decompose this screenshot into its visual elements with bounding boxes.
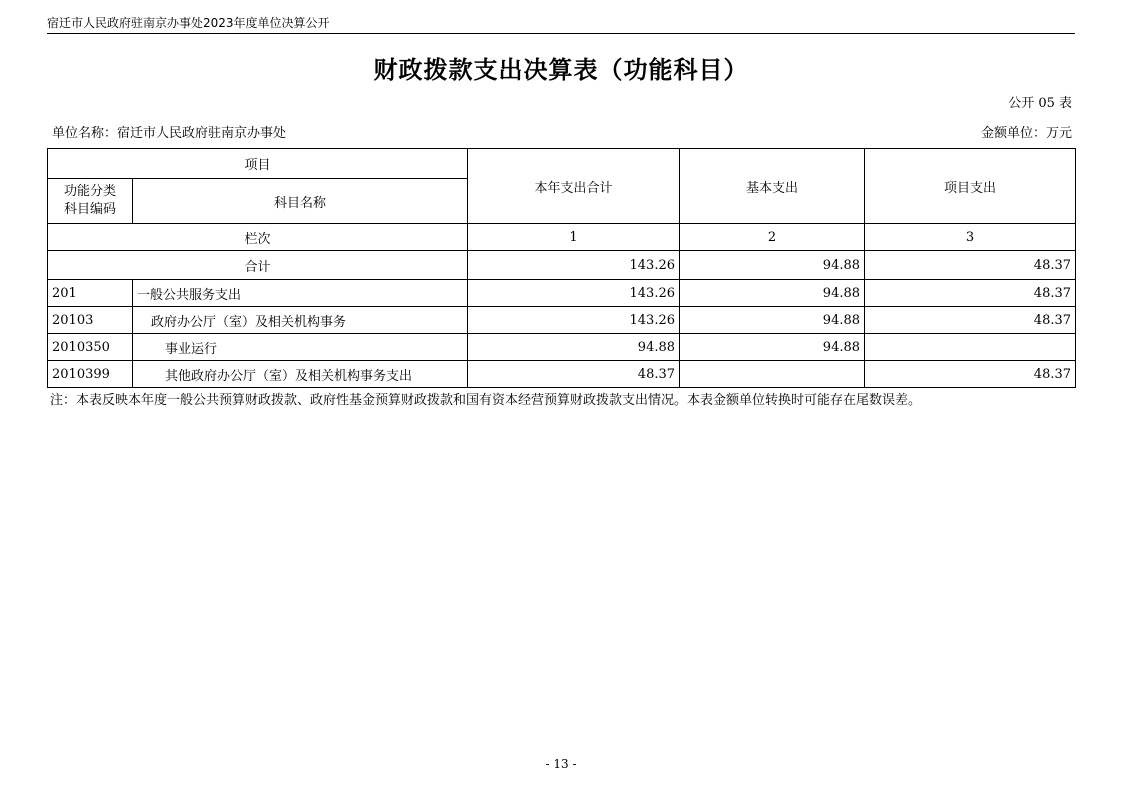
unit-name: 单位名称：宿迁市人民政府驻南京办事处 (52, 126, 287, 141)
table-row (48, 280, 1076, 307)
table-note: 注：本表反映本年度一般公共预算财政拨款、政府性基金预算财政拨款和国有资本经营预算财政拨款支出情况。本表金额单位转换时可能存在尾数误差。 (50, 393, 922, 408)
row-total: 94.88 (468, 334, 680, 361)
sequence-1: 1 (468, 224, 680, 251)
code-header: 功能分类 科目编码 (48, 179, 133, 224)
table-header-row (48, 149, 1076, 179)
row-total: 48.37 (468, 361, 680, 388)
row-basic: 94.88 (680, 280, 865, 307)
total-column-header: 本年支出合计 (468, 149, 680, 224)
basic-column-header: 基本支出 (680, 149, 865, 224)
row-project: 48.37 (865, 361, 1076, 388)
amount-unit: 金额单位：万元 (980, 126, 1072, 141)
total-value-total: 143.26 (468, 251, 680, 280)
table-row (48, 307, 1076, 334)
row-code: 2010350 (48, 334, 133, 361)
document-header: 宿迁市人民政府驻南京办事处2023年度单位决算公开 (47, 16, 330, 30)
total-value-project: 48.37 (865, 251, 1076, 280)
page-number: - 13 - (545, 757, 577, 771)
sequence-row (48, 224, 1076, 251)
row-project: 48.37 (865, 307, 1076, 334)
total-value-basic: 94.88 (680, 251, 865, 280)
total-label: 合计 (48, 251, 468, 280)
row-code: 20103 (48, 307, 133, 334)
row-name: 政府办公厅（室）及相关机构事务 (133, 307, 468, 334)
project-column-header: 项目支出 (865, 149, 1076, 224)
form-number: 公开 05 表 (1008, 96, 1072, 111)
row-name: 一般公共服务支出 (133, 280, 468, 307)
row-project (865, 334, 1076, 361)
row-name: 其他政府办公厅（室）及相关机构事务支出 (133, 361, 468, 388)
table-row (48, 334, 1076, 361)
row-basic: 94.88 (680, 334, 865, 361)
row-name: 事业运行 (133, 334, 468, 361)
total-row (48, 251, 1076, 280)
row-basic: 94.88 (680, 307, 865, 334)
sequence-label: 栏次 (48, 224, 468, 251)
row-project: 48.37 (865, 280, 1076, 307)
row-code: 2010399 (48, 361, 133, 388)
project-header: 项目 (48, 149, 468, 179)
sequence-2: 2 (680, 224, 865, 251)
table-row (48, 361, 1076, 388)
name-header: 科目名称 (133, 179, 468, 224)
row-total: 143.26 (468, 307, 680, 334)
sequence-3: 3 (865, 224, 1076, 251)
header-rule (47, 33, 1075, 34)
row-total: 143.26 (468, 280, 680, 307)
expenditure-table (47, 148, 1076, 388)
row-code: 201 (48, 280, 133, 307)
page-title: 财政拨款支出决算表（功能科目） (373, 56, 749, 84)
row-basic (680, 361, 865, 388)
